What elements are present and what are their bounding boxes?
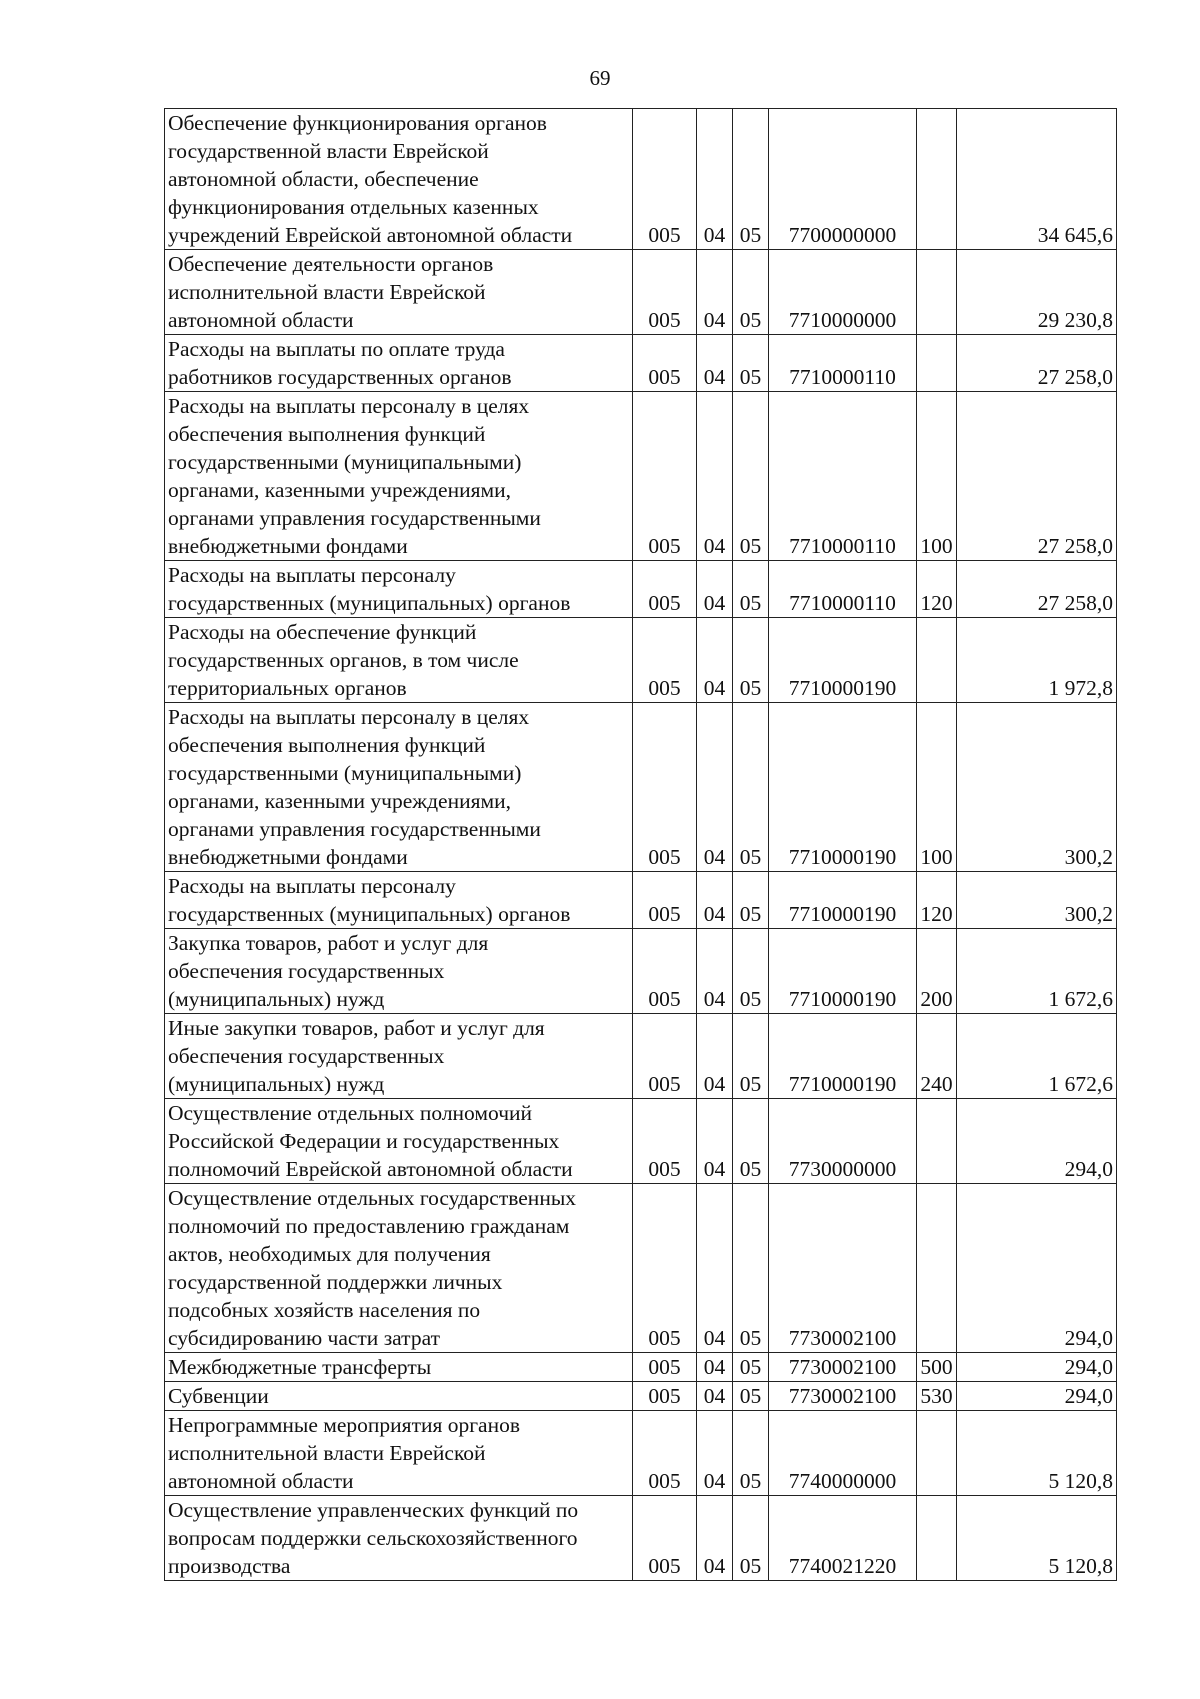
target-article-code: 7710000110 xyxy=(769,335,917,392)
target-article-code: 7740021220 xyxy=(769,1496,917,1581)
ministry-code: 005 xyxy=(633,250,697,335)
subsection-code: 05 xyxy=(733,1353,769,1382)
table-row xyxy=(165,618,1117,703)
target-article-code: 7730002100 xyxy=(769,1353,917,1382)
ministry-code: 005 xyxy=(633,703,697,872)
target-article-code: 7710000190 xyxy=(769,872,917,929)
expense-type-code: 100 xyxy=(917,392,957,561)
expense-type-code: 240 xyxy=(917,1014,957,1099)
row-name: Осуществление отдельных государственных полномочий по предоставлению гражданам актов, необходимых для получения государственной поддержки личных подсобных хозяйств населения по субсидированию части затрат xyxy=(165,1184,633,1353)
target-article-code: 7730002100 xyxy=(769,1184,917,1353)
ministry-code: 005 xyxy=(633,1099,697,1184)
subsection-code: 05 xyxy=(733,1382,769,1411)
subsection-code: 05 xyxy=(733,250,769,335)
row-name: Расходы на выплаты персоналу в целях обеспечения выполнения функций государственными (муниципальными) органами, казенными учреждениями, органами управления государственными внебюджетными фондами xyxy=(165,703,633,872)
amount-cell: 300,2 xyxy=(957,872,1117,929)
amount-cell: 1 672,6 xyxy=(957,1014,1117,1099)
target-article-code: 7740000000 xyxy=(769,1411,917,1496)
table-row xyxy=(165,1382,1117,1411)
target-article-code: 7700000000 xyxy=(769,109,917,250)
expense-type-code: 120 xyxy=(917,872,957,929)
section-code: 04 xyxy=(697,929,733,1014)
ministry-code: 005 xyxy=(633,1353,697,1382)
target-article-code: 7710000190 xyxy=(769,703,917,872)
ministry-code: 005 xyxy=(633,1184,697,1353)
row-name: Осуществление управленческих функций по вопросам поддержки сельскохозяйственного производства xyxy=(165,1496,633,1581)
budget-table xyxy=(164,108,1117,1581)
section-code: 04 xyxy=(697,335,733,392)
ministry-code: 005 xyxy=(633,1496,697,1581)
section-code: 04 xyxy=(697,1099,733,1184)
amount-cell: 5 120,8 xyxy=(957,1411,1117,1496)
row-name: Межбюджетные трансферты xyxy=(165,1353,633,1382)
amount-cell: 294,0 xyxy=(957,1184,1117,1353)
row-name: Непрограммные мероприятия органов исполнительной власти Еврейской автономной области xyxy=(165,1411,633,1496)
section-code: 04 xyxy=(697,392,733,561)
row-name: Расходы на выплаты персоналу государственных (муниципальных) органов xyxy=(165,872,633,929)
table-row xyxy=(165,109,1117,250)
amount-cell: 27 258,0 xyxy=(957,561,1117,618)
subsection-code: 05 xyxy=(733,929,769,1014)
target-article-code: 7730002100 xyxy=(769,1382,917,1411)
section-code: 04 xyxy=(697,872,733,929)
expense-type-code xyxy=(917,618,957,703)
subsection-code: 05 xyxy=(733,392,769,561)
table-row xyxy=(165,1184,1117,1353)
row-name: Иные закупки товаров, работ и услуг для обеспечения государственных (муниципальных) нужд xyxy=(165,1014,633,1099)
subsection-code: 05 xyxy=(733,1411,769,1496)
row-name: Обеспечение деятельности органов исполнительной власти Еврейской автономной области xyxy=(165,250,633,335)
expense-type-code: 200 xyxy=(917,929,957,1014)
ministry-code: 005 xyxy=(633,561,697,618)
amount-cell: 294,0 xyxy=(957,1382,1117,1411)
ministry-code: 005 xyxy=(633,618,697,703)
section-code: 04 xyxy=(697,1014,733,1099)
amount-cell: 27 258,0 xyxy=(957,335,1117,392)
target-article-code: 7710000110 xyxy=(769,392,917,561)
page-number: 69 xyxy=(589,66,611,90)
amount-cell: 294,0 xyxy=(957,1099,1117,1184)
section-code: 04 xyxy=(697,703,733,872)
table-row xyxy=(165,1099,1117,1184)
ministry-code: 005 xyxy=(633,335,697,392)
section-code: 04 xyxy=(697,618,733,703)
row-name: Расходы на выплаты по оплате труда работников государственных органов xyxy=(165,335,633,392)
subsection-code: 05 xyxy=(733,109,769,250)
section-code: 04 xyxy=(697,561,733,618)
row-name: Закупка товаров, работ и услуг для обеспечения государственных (муниципальных) нужд xyxy=(165,929,633,1014)
ministry-code: 005 xyxy=(633,109,697,250)
table-row xyxy=(165,703,1117,872)
table-row xyxy=(165,872,1117,929)
expense-type-code xyxy=(917,1184,957,1353)
expense-type-code xyxy=(917,109,957,250)
table-row xyxy=(165,1353,1117,1382)
table-row xyxy=(165,1411,1117,1496)
table-row xyxy=(165,335,1117,392)
expense-type-code xyxy=(917,1099,957,1184)
row-name: Расходы на обеспечение функций государственных органов, в том числе территориальных органов xyxy=(165,618,633,703)
row-name: Расходы на выплаты персоналу в целях обеспечения выполнения функций государственными (муниципальными) органами, казенными учреждениями, органами управления государственными внебюджетными фондами xyxy=(165,392,633,561)
subsection-code: 05 xyxy=(733,1014,769,1099)
section-code: 04 xyxy=(697,250,733,335)
amount-cell: 1 672,6 xyxy=(957,929,1117,1014)
expense-type-code: 100 xyxy=(917,703,957,872)
table-row xyxy=(165,250,1117,335)
target-article-code: 7710000110 xyxy=(769,561,917,618)
subsection-code: 05 xyxy=(733,618,769,703)
expense-type-code: 530 xyxy=(917,1382,957,1411)
subsection-code: 05 xyxy=(733,1184,769,1353)
section-code: 04 xyxy=(697,1184,733,1353)
ministry-code: 005 xyxy=(633,872,697,929)
target-article-code: 7710000190 xyxy=(769,929,917,1014)
expense-type-code xyxy=(917,1411,957,1496)
row-name: Расходы на выплаты персоналу государственных (муниципальных) органов xyxy=(165,561,633,618)
subsection-code: 05 xyxy=(733,872,769,929)
amount-cell: 5 120,8 xyxy=(957,1496,1117,1581)
amount-cell: 34 645,6 xyxy=(957,109,1117,250)
table-row xyxy=(165,392,1117,561)
target-article-code: 7710000190 xyxy=(769,1014,917,1099)
ministry-code: 005 xyxy=(633,392,697,561)
expense-type-code xyxy=(917,250,957,335)
section-code: 04 xyxy=(697,1353,733,1382)
subsection-code: 05 xyxy=(733,703,769,872)
section-code: 04 xyxy=(697,1382,733,1411)
ministry-code: 005 xyxy=(633,1382,697,1411)
table-row xyxy=(165,1496,1117,1581)
amount-cell: 1 972,8 xyxy=(957,618,1117,703)
expense-type-code xyxy=(917,1496,957,1581)
amount-cell: 294,0 xyxy=(957,1353,1117,1382)
amount-cell: 29 230,8 xyxy=(957,250,1117,335)
expense-type-code: 120 xyxy=(917,561,957,618)
amount-cell: 27 258,0 xyxy=(957,392,1117,561)
table-row xyxy=(165,561,1117,618)
target-article-code: 7730000000 xyxy=(769,1099,917,1184)
section-code: 04 xyxy=(697,1496,733,1581)
target-article-code: 7710000000 xyxy=(769,250,917,335)
subsection-code: 05 xyxy=(733,335,769,392)
table-row xyxy=(165,929,1117,1014)
expense-type-code xyxy=(917,335,957,392)
section-code: 04 xyxy=(697,109,733,250)
ministry-code: 005 xyxy=(633,929,697,1014)
ministry-code: 005 xyxy=(633,1014,697,1099)
row-name: Обеспечение функционирования органов государственной власти Еврейской автономной области, обеспечение функционирования отдельных казенных учреждений Еврейской автономной области xyxy=(165,109,633,250)
amount-cell: 300,2 xyxy=(957,703,1117,872)
table-row xyxy=(165,1014,1117,1099)
section-code: 04 xyxy=(697,1411,733,1496)
row-name: Субвенции xyxy=(165,1382,633,1411)
subsection-code: 05 xyxy=(733,1099,769,1184)
ministry-code: 005 xyxy=(633,1411,697,1496)
expense-type-code: 500 xyxy=(917,1353,957,1382)
row-name: Осуществление отдельных полномочий Российской Федерации и государственных полномочий Еврейской автономной области xyxy=(165,1099,633,1184)
target-article-code: 7710000190 xyxy=(769,618,917,703)
subsection-code: 05 xyxy=(733,1496,769,1581)
subsection-code: 05 xyxy=(733,561,769,618)
